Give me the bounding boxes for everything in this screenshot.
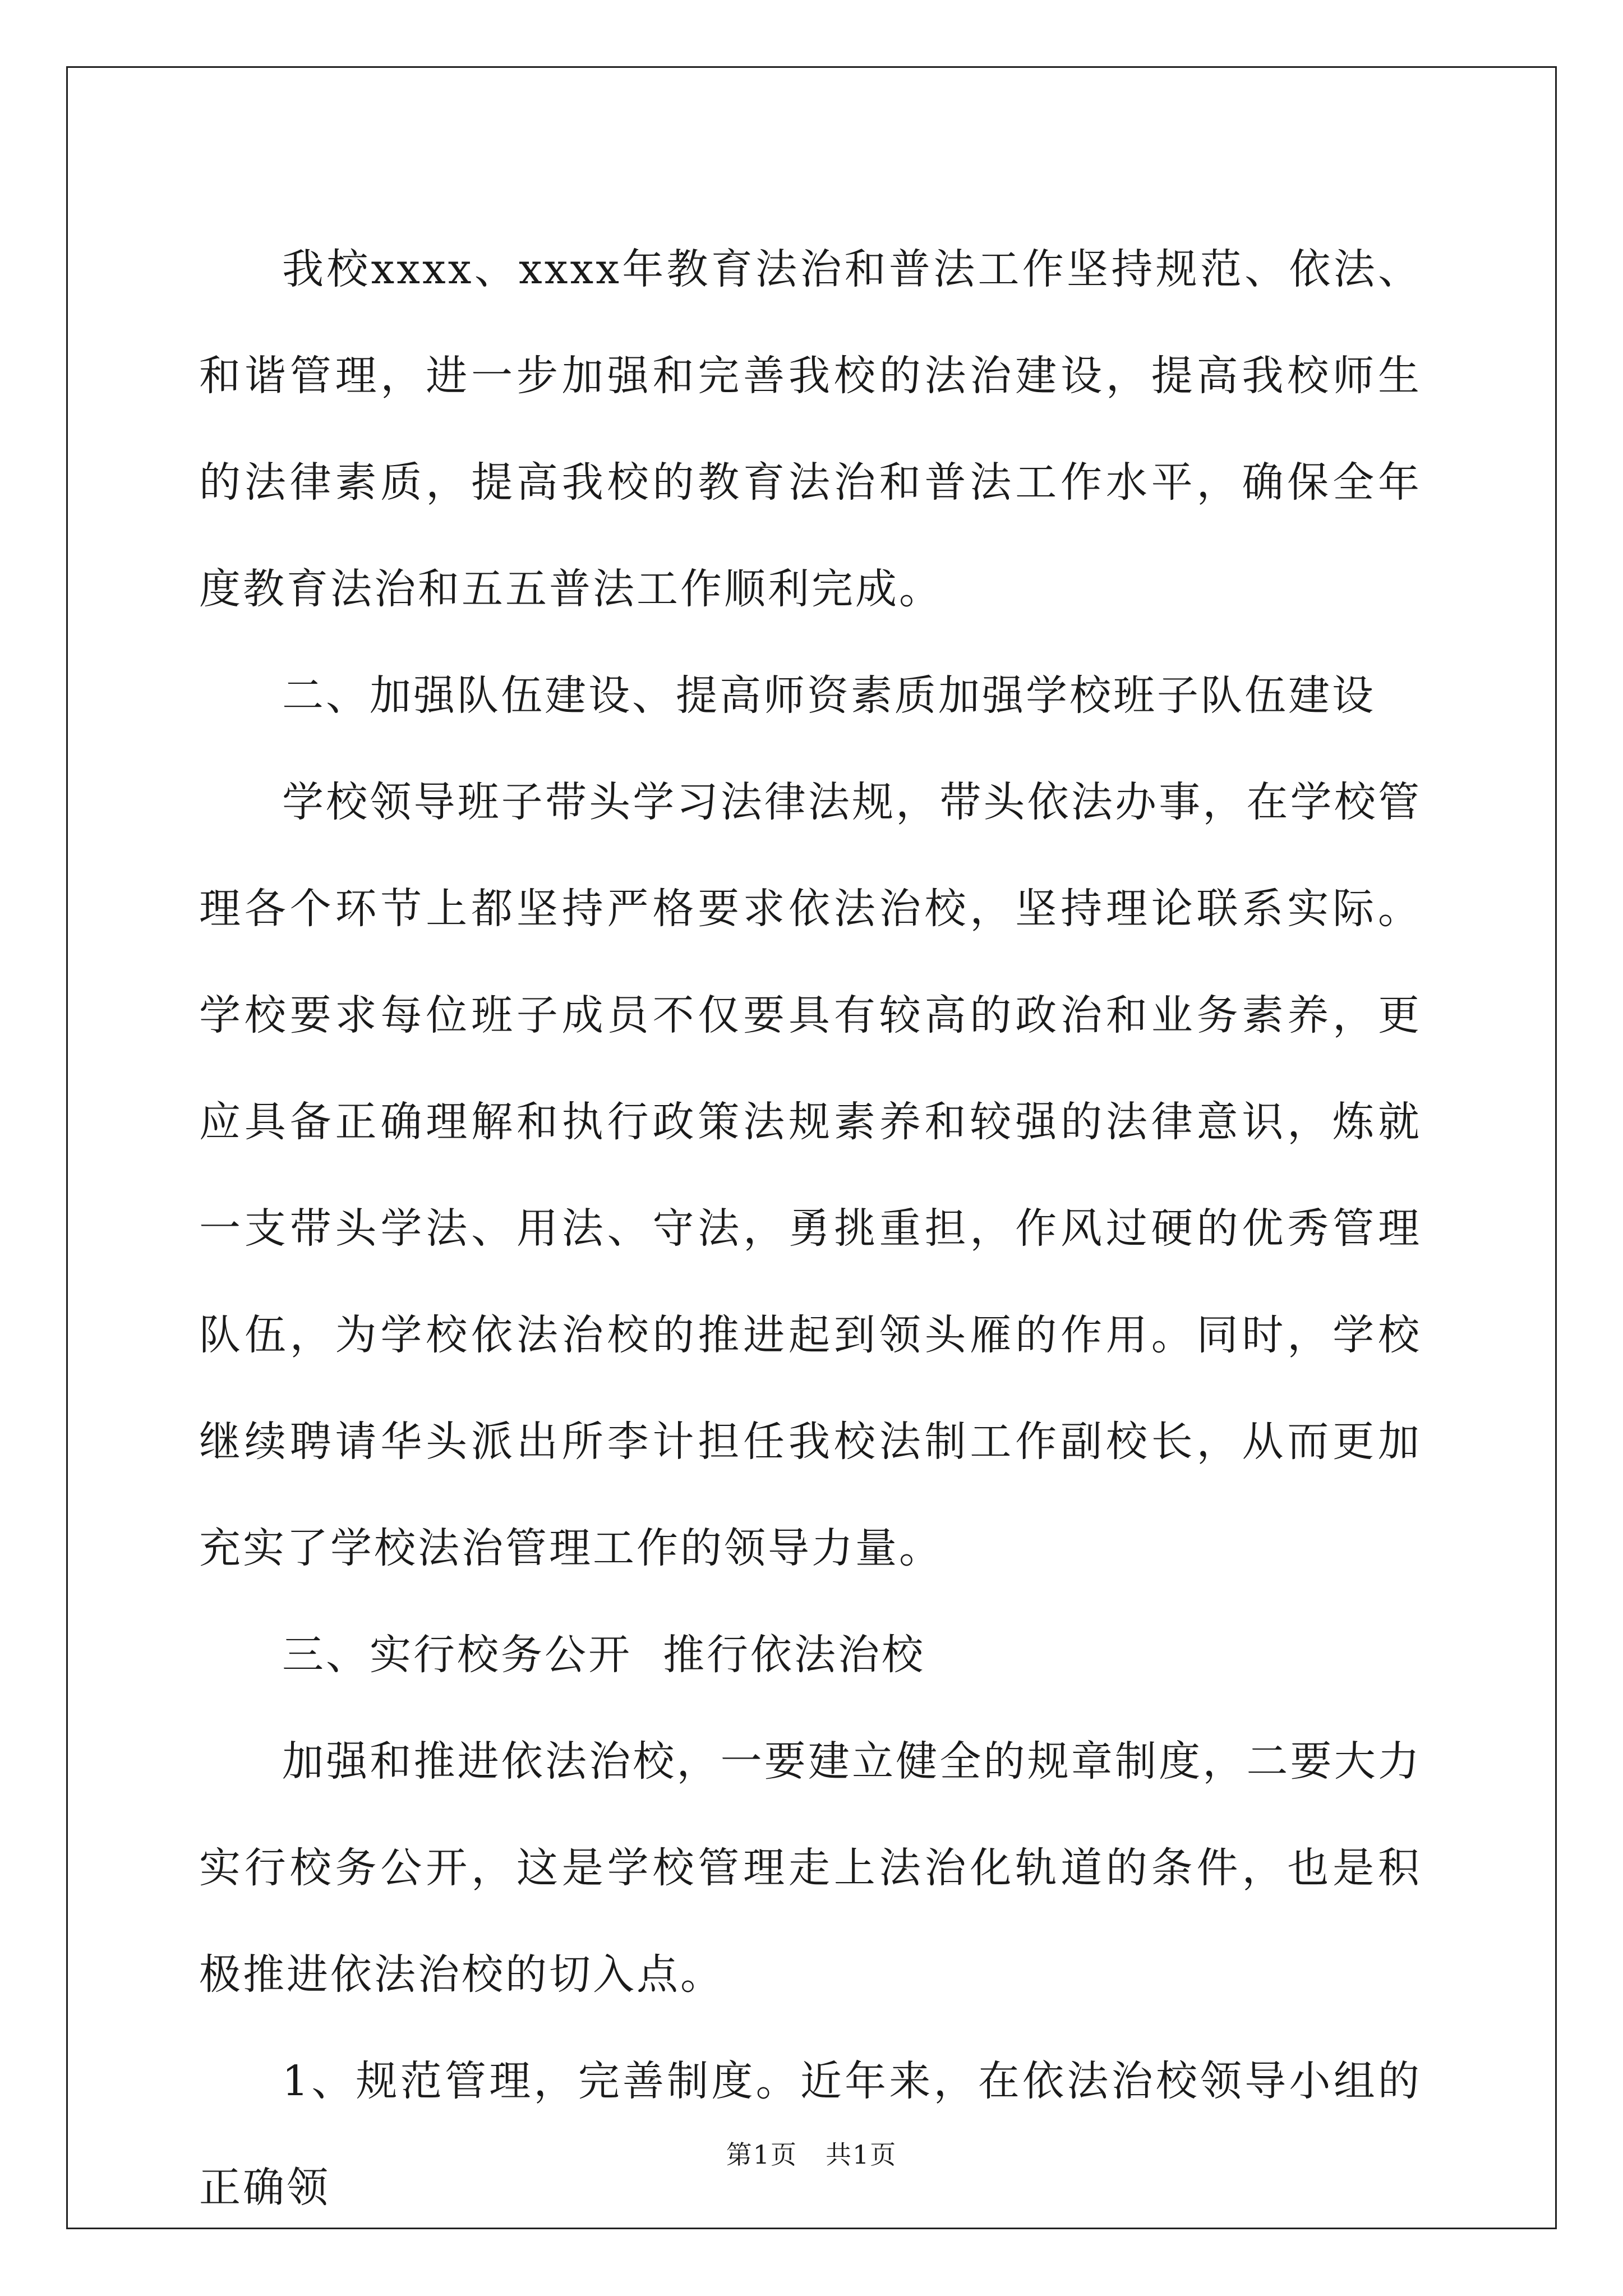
paragraph-regulations: 1、规范管理，完善制度。近年来，在依法治校领导小组的正确领 [199,2057,1422,2212]
page-footer [0,2134,1623,2171]
paragraph-open-affairs: 加强和推进依法治校，一要建立健全的规章制度，二要大力实行校务公开，这是学校管理走上法治化轨道的条件，也是积极推进依法治校的切入点。 [199,1737,1422,1999]
paragraph-team-building: 学校领导班子带头学习法律法规，带头依法办事，在学校管理各个环节上都坚持严格要求依法治校，坚持理论联系实际。学校要求每位班子成员不仅要具有较高的政治和业务素养，更应具备正确理解和执行政策法规素养和较强的法律意识，炼就一支带头学法、用法、守法，勇挑重担，作风过硬的优秀管理队伍，为学校依法治校的推进起到领头雁的作用。同时，学校继续聘请华头派出所李计担任我校法制工作副校长，从而更加充实了学校法治管理工作的领导力量。 [199,778,1422,1572]
section-heading-3: 三、实行校务公开 推行依法治校 [282,1631,926,1679]
section-heading-2: 二、加强队伍建设、提高师资素质加强学校班子队伍建设 [282,671,1376,720]
page-number-label: 第1页 [726,2139,798,2170]
page-total-label: 共1页 [825,2139,897,2170]
paragraph-intro: 我校xxxx、xxxx年教育法治和普法工作坚持规范、依法、和谐管理，进一步加强和完善我校的法治建设，提高我校师生的法律素质，提高我校的教育法治和普法工作水平，确保全年度教育法治和五五普法工作顺利完成。 [199,245,1422,613]
document-body [199,216,1422,2241]
